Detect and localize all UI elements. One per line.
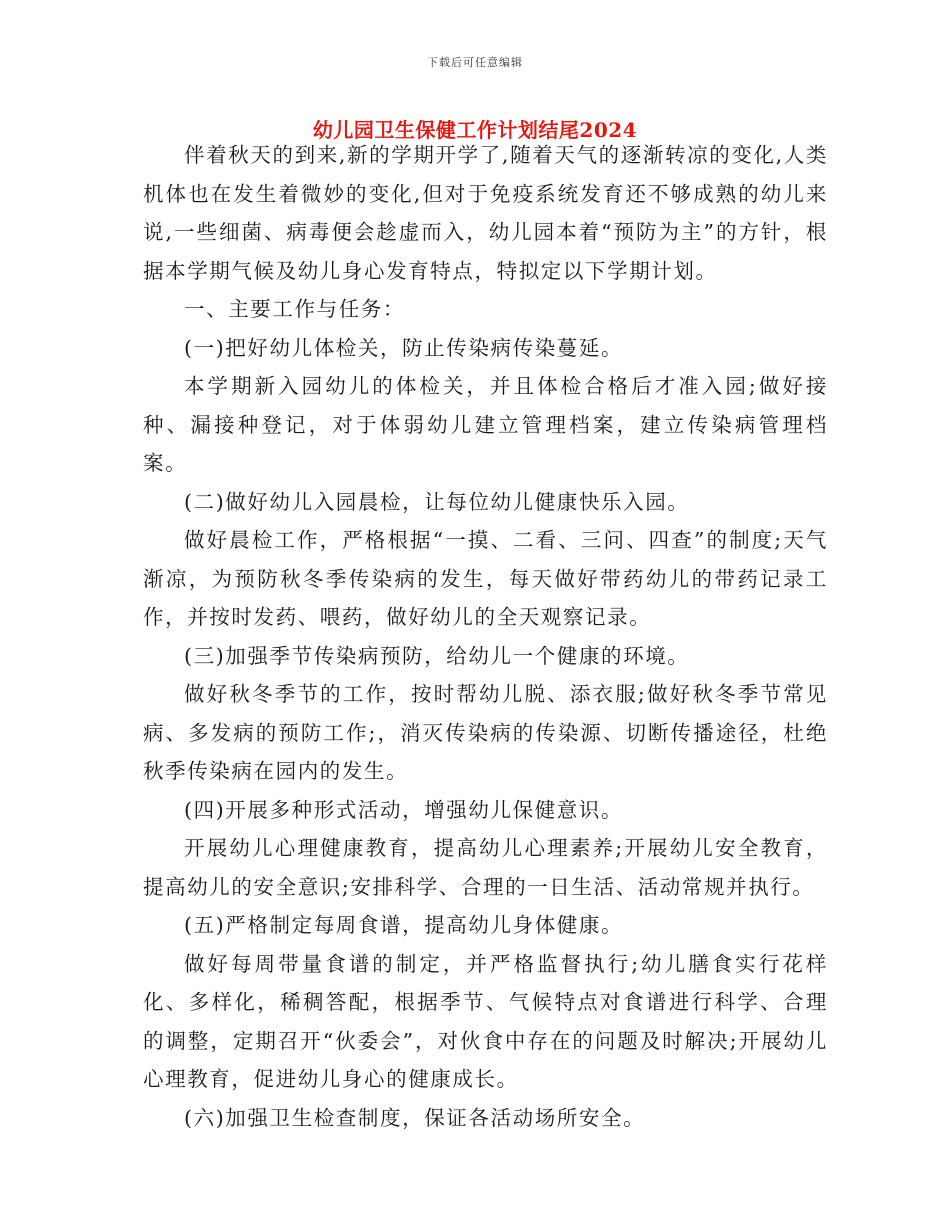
document-title: 幼儿园卫生保健工作计划结尾2024 xyxy=(312,118,638,142)
subheading-3: (三)加强季节传染病预防，给幼儿一个健康的环境。 xyxy=(184,643,690,668)
subheading-4: (四)开展多种形式活动，增强幼儿保健意识。 xyxy=(184,797,624,822)
paragraph-intro: 伴着秋天的到来,新的学期开学了,随着天气的逐渐转凉的变化,人类机体也在发生着微妙的变化,但对于免疫系统发育还不够成熟的幼儿来说,一些细菌、病毒便会趁虚而入，幼儿园本着“预防为主”的方针，根据本学期气候及幼儿身心发育特点，特拟定以下学期计划。 xyxy=(143,143,828,283)
paragraph-4: 开展幼儿心理健康教育，提高幼儿心理素养;开展幼儿安全教育，提高幼儿的安全意识;安排科学、合理的一日生活、活动常规并执行。 xyxy=(143,836,828,899)
header-note: 下载后可任意编辑 xyxy=(427,56,523,69)
subheading-6: (六)加强卫生检查制度，保证各活动场所安全。 xyxy=(184,1105,646,1130)
paragraph-1: 本学期新入园幼儿的体检关，并且体检合格后才准入园;做好接种、漏接种登记，对于体弱幼儿建立管理档案，建立传染病管理档案。 xyxy=(143,374,828,475)
paragraph-2: 做好晨检工作，严格根据“一摸、二看、三问、四查”的制度;天气渐凉，为预防秋冬季传染病的发生，每天做好带药幼儿的带药记录工作，并按时发药、喂药，做好幼儿的全天观察记录。 xyxy=(143,528,828,629)
paragraph-3: 做好秋冬季节的工作，按时帮幼儿脱、添衣服;做好秋冬季节常见病、多发病的预防工作;，消灭传染病的传染源、切断传播途径，杜绝秋季传染病在园内的发生。 xyxy=(143,682,828,783)
subheading-5: (五)严格制定每周食谱，提高幼儿身体健康。 xyxy=(184,913,624,937)
section-heading-main-tasks: 一、主要工作与任务： xyxy=(184,297,405,321)
paragraph-5: 做好每周带量食谱的制定，并严格监督执行;幼儿膳食实行花样化、多样化，稀稠答配，根据季节、气候特点对食谱进行科学、合理的调整，定期召开“伙委会”，对伙食中存在的问题及时解决;开展幼儿心理教育，促进幼儿身心的健康成长。 xyxy=(143,951,828,1091)
subheading-2: (二)做好幼儿入园晨检，让每位幼儿健康快乐入园。 xyxy=(184,489,690,514)
subheading-1: (一)把好幼儿体检关，防止传染病传染蔓延。 xyxy=(184,335,624,360)
document-body xyxy=(143,136,828,1137)
